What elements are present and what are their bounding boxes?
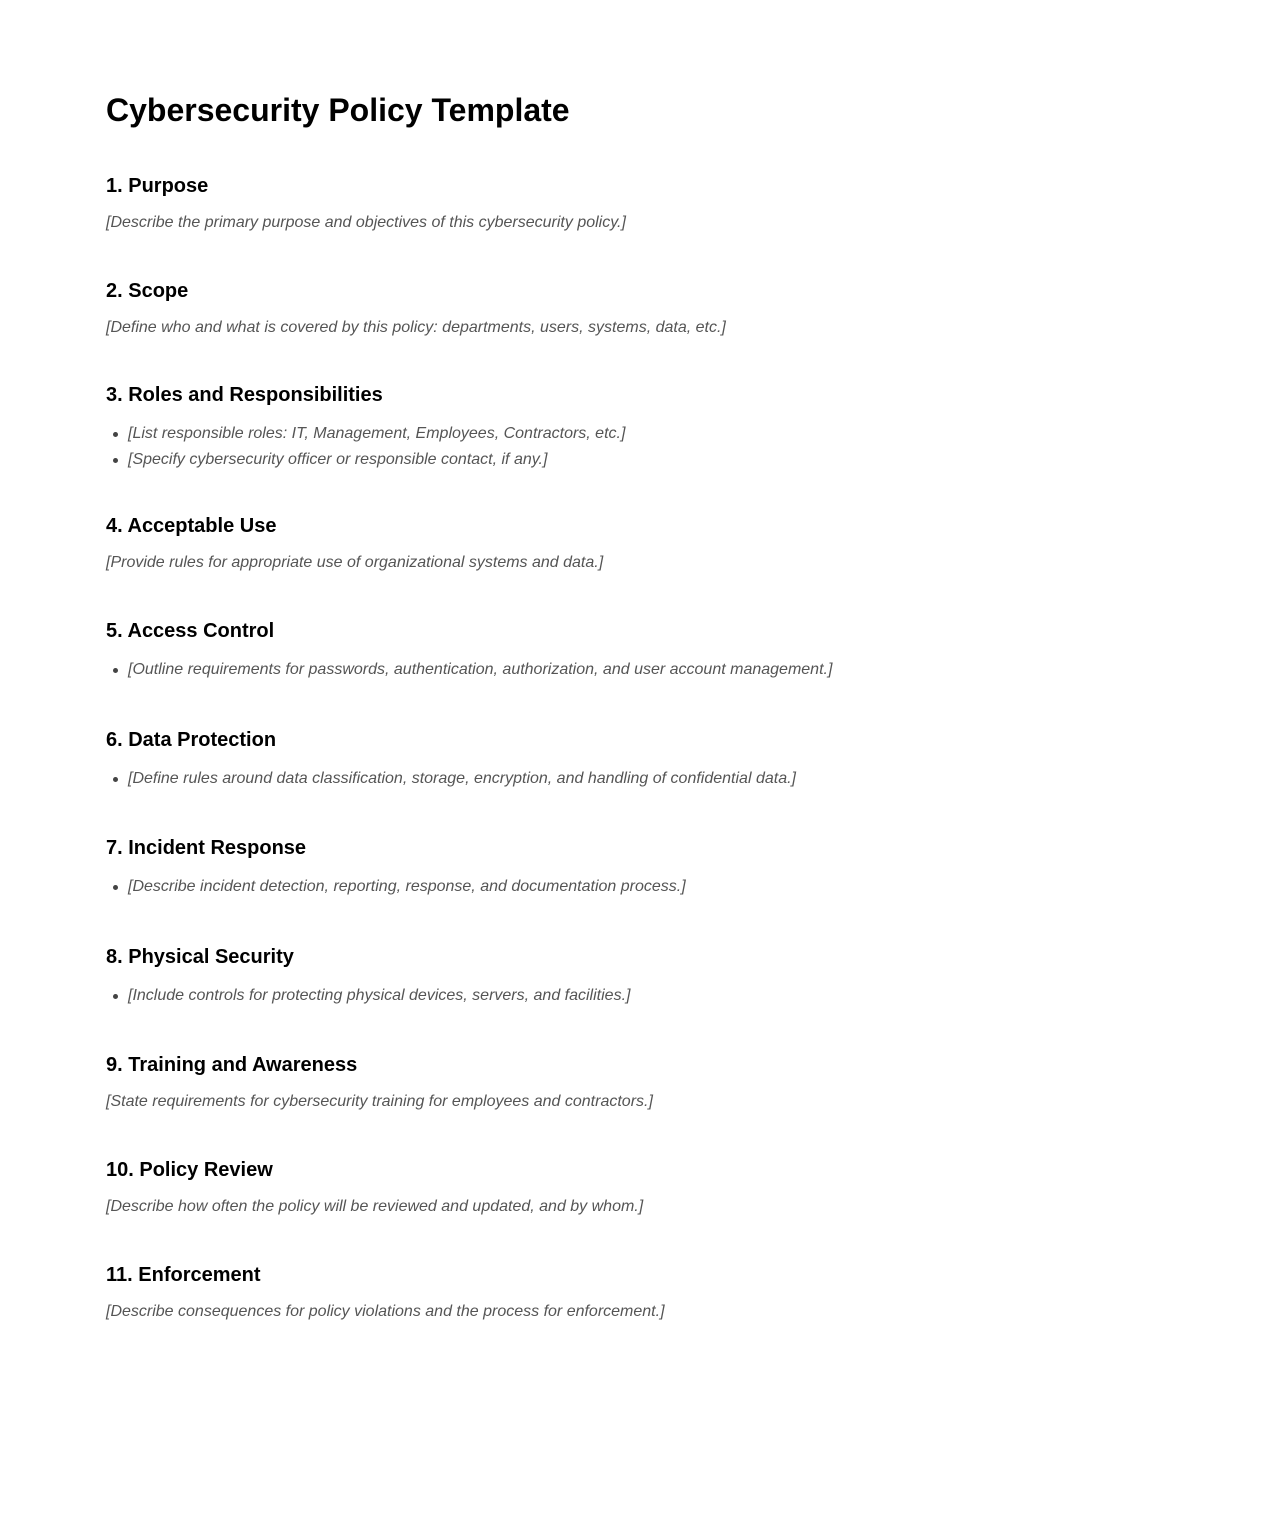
list-item [128, 657, 1263, 683]
list-item [128, 447, 1263, 473]
section-placeholder-text: [Describe consequences for policy violations and the process for enforcement.] [106, 1303, 665, 1320]
placeholder-list [106, 766, 1263, 792]
list-item-text: [Define rules around data classification, storage, encryption, and handling of confidential data.] [128, 770, 796, 787]
placeholder-list [106, 983, 1263, 1009]
bullet-icon [113, 668, 118, 673]
section-heading: 4. Acceptable Use [106, 515, 277, 537]
list-item-text: [Specify cybersecurity officer or responsible contact, if any.] [128, 451, 548, 468]
list-item [128, 874, 1263, 900]
section-enforcement [106, 1261, 1263, 1323]
placeholder-list [106, 874, 1263, 900]
list-item-text: [List responsible roles: IT, Management, Employees, Contractors, etc.] [128, 425, 626, 442]
section-heading: 3. Roles and Responsibilities [106, 384, 383, 406]
list-item-text: [Include controls for protecting physical devices, servers, and facilities.] [128, 987, 631, 1004]
section-incident-response [106, 834, 1263, 900]
section-heading: 6. Data Protection [106, 729, 277, 751]
section-heading: 2. Scope [106, 280, 189, 302]
section-heading: 5. Access Control [106, 620, 275, 642]
section-placeholder-text: [Describe the primary purpose and objectives of this cybersecurity policy.] [106, 214, 626, 231]
bullet-icon [113, 458, 118, 463]
section-heading: 1. Purpose [106, 175, 209, 197]
section-placeholder-text: [Define who and what is covered by this policy: departments, users, systems, data, etc.] [106, 319, 726, 336]
section-heading: 11. Enforcement [106, 1264, 261, 1286]
section-policy-review [106, 1156, 1263, 1218]
list-item-text: [Outline requirements for passwords, authentication, authorization, and user account management.] [128, 661, 833, 678]
page-title: Cybersecurity Policy Template [106, 92, 570, 128]
list-item [128, 983, 1263, 1009]
section-purpose [106, 172, 1263, 234]
section-placeholder-text: [State requirements for cybersecurity training for employees and contractors.] [106, 1093, 653, 1110]
list-item [128, 766, 1263, 792]
section-heading: 7. Incident Response [106, 837, 307, 859]
section-access-control [106, 617, 1263, 683]
section-placeholder-text: [Describe how often the policy will be reviewed and updated, and by whom.] [106, 1198, 644, 1215]
bullet-icon [113, 432, 118, 437]
section-heading: 10. Policy Review [106, 1159, 273, 1181]
section-roles-and-responsibilities [106, 381, 1263, 473]
placeholder-list [106, 657, 1263, 683]
section-heading: 8. Physical Security [106, 946, 294, 968]
section-acceptable-use [106, 512, 1263, 574]
placeholder-list [106, 421, 1263, 473]
section-heading: 9. Training and Awareness [106, 1054, 358, 1076]
list-item-text: [Describe incident detection, reporting, response, and documentation process.] [128, 878, 686, 895]
bullet-icon [113, 777, 118, 782]
bullet-icon [113, 885, 118, 890]
section-placeholder-text: [Provide rules for appropriate use of organizational systems and data.] [106, 554, 604, 571]
bullet-icon [113, 994, 118, 999]
section-training-and-awareness [106, 1051, 1263, 1113]
section-data-protection [106, 726, 1263, 792]
section-physical-security [106, 943, 1263, 1009]
section-scope [106, 277, 1263, 339]
list-item [128, 421, 1263, 447]
